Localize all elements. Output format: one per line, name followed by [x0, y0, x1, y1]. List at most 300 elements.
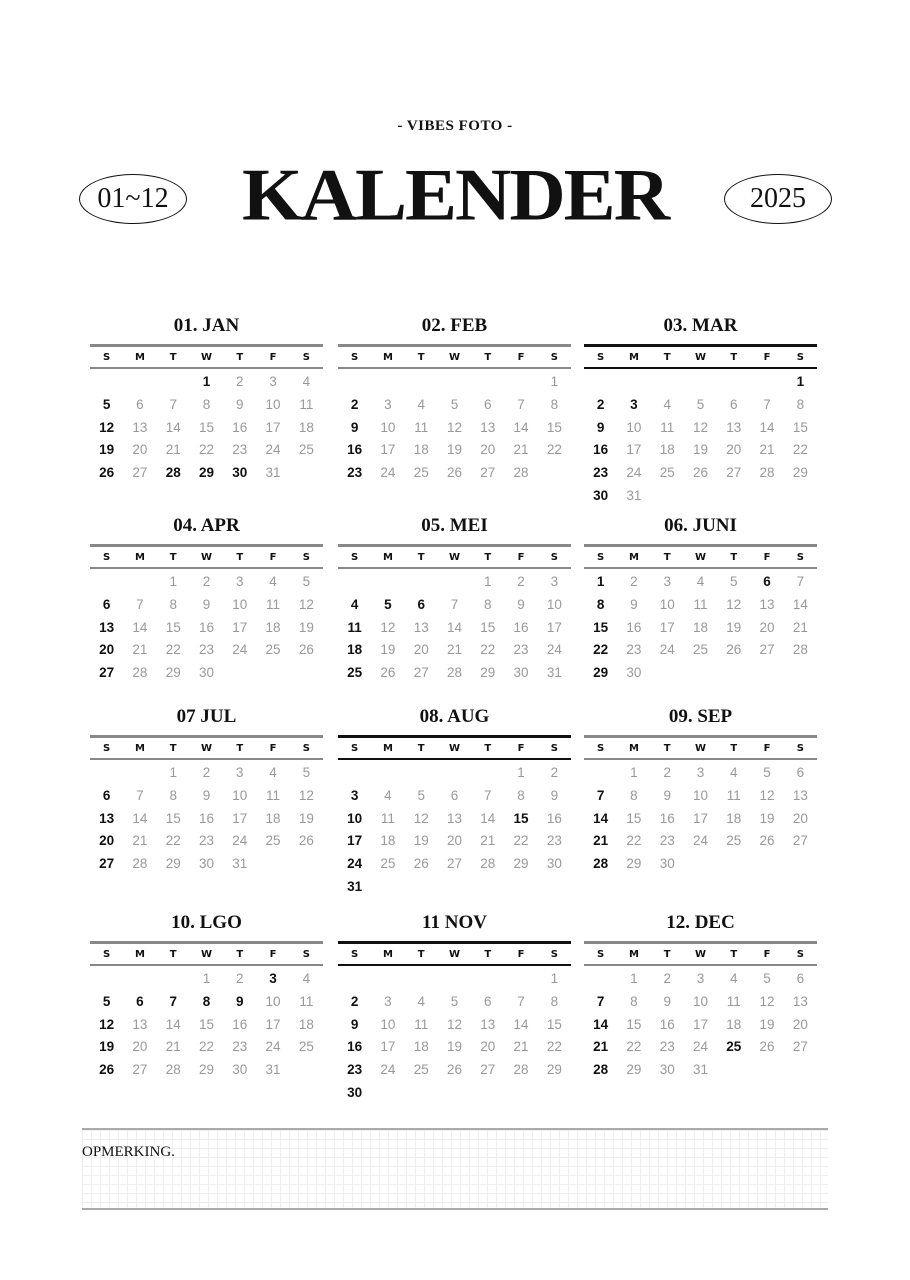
day-cell: 20: [759, 619, 775, 635]
day-cell: 4: [417, 993, 425, 1009]
weekday-label: F: [517, 351, 525, 363]
weekday-label: F: [763, 948, 771, 960]
weekday-label: T: [236, 351, 244, 363]
month-2: [338, 313, 571, 485]
day-cell: 22: [546, 442, 562, 458]
day-cell: 7: [796, 574, 805, 589]
day-cell: 10: [232, 596, 248, 612]
weekday-label: W: [448, 948, 460, 960]
day-grid: [584, 968, 817, 1082]
day-cell: 3: [236, 765, 244, 780]
day-cell: 25: [413, 1062, 429, 1078]
day-cell: 12: [298, 596, 314, 612]
day-cell: 1: [596, 574, 605, 589]
weekday-label: W: [694, 351, 706, 363]
day-cell: 7: [136, 787, 144, 803]
day-cell: 14: [513, 1016, 529, 1032]
day-cell: 23: [546, 833, 562, 849]
day-cell: 30: [593, 487, 609, 503]
day-cell: 25: [265, 833, 281, 849]
weekday-label: T: [236, 742, 244, 754]
day-cell: 21: [792, 619, 808, 635]
day-cell: 11: [266, 596, 281, 612]
weekday-label: S: [796, 551, 804, 563]
day-cell: 29: [626, 1062, 642, 1078]
day-cell: 4: [663, 396, 671, 412]
weekday-label: S: [103, 551, 111, 563]
day-cell: 5: [102, 993, 111, 1009]
weekday-label: W: [200, 948, 212, 960]
day-cell: 6: [136, 993, 144, 1009]
weekday-label: F: [763, 742, 771, 754]
weekday-label: W: [694, 551, 706, 563]
day-cell: 5: [763, 765, 771, 780]
day-cell: 14: [759, 419, 775, 435]
day-cell: 23: [232, 1039, 248, 1055]
month-title: 05. MEI: [421, 515, 488, 536]
day-cell: 19: [99, 442, 115, 458]
day-cell: 24: [380, 1062, 396, 1078]
weekday-label: S: [351, 351, 359, 363]
day-cell: 19: [759, 810, 775, 826]
day-cell: 19: [446, 1039, 462, 1055]
weekday-label: M: [134, 351, 145, 363]
day-cell: 25: [726, 833, 742, 849]
day-grid: [338, 571, 571, 685]
weekday-header: [90, 735, 323, 760]
weekday-label: S: [351, 742, 359, 754]
day-cell: 2: [517, 574, 525, 589]
empty-cell: [471, 762, 504, 785]
day-cell: 20: [99, 833, 115, 849]
day-cell: 14: [132, 810, 148, 826]
weekday-label: T: [730, 742, 738, 754]
day-cell: 8: [202, 396, 211, 412]
empty-cell: [157, 371, 190, 394]
weekday-label: M: [382, 551, 393, 563]
day-cell: 13: [446, 810, 462, 826]
day-cell: 6: [763, 574, 771, 589]
day-cell: 10: [380, 1016, 396, 1032]
day-cell: 4: [269, 765, 277, 780]
day-cell: 4: [384, 787, 392, 803]
weekday-label: T: [169, 551, 177, 563]
day-cell: 29: [546, 1062, 562, 1078]
weekday-label: W: [448, 351, 460, 363]
day-cell: 17: [380, 442, 396, 458]
month-3: [584, 313, 817, 508]
empty-cell: [584, 371, 617, 394]
day-cell: 3: [663, 574, 671, 589]
day-cell: 15: [513, 810, 529, 826]
empty-cell: [504, 968, 537, 991]
day-cell: 23: [513, 642, 529, 658]
empty-cell: [123, 371, 156, 394]
month-12: [584, 910, 817, 1082]
day-cell: 14: [593, 810, 609, 826]
day-cell: 24: [380, 465, 396, 481]
weekday-label: T: [730, 948, 738, 960]
day-cell: 12: [759, 993, 775, 1009]
weekday-label: W: [694, 742, 706, 754]
weekday-header: [584, 544, 817, 569]
day-grid: [338, 762, 571, 899]
day-cell: 9: [350, 419, 359, 435]
day-cell: 30: [659, 856, 675, 872]
day-cell: 27: [446, 856, 462, 872]
weekday-label: F: [763, 351, 771, 363]
day-cell: 19: [298, 619, 314, 635]
day-cell: 30: [232, 1062, 248, 1078]
weekday-label: F: [517, 551, 525, 563]
weekday-label: F: [269, 551, 277, 563]
empty-cell: [157, 968, 190, 991]
day-cell: 1: [550, 374, 559, 389]
day-cell: 12: [692, 419, 708, 435]
day-cell: 16: [626, 619, 642, 635]
empty-cell: [338, 571, 371, 594]
day-cell: 18: [413, 1039, 429, 1055]
day-cell: 3: [350, 787, 359, 803]
day-cell: 7: [517, 993, 525, 1009]
weekday-label: M: [628, 948, 639, 960]
day-cell: 21: [513, 1039, 529, 1055]
day-grid: [584, 371, 817, 508]
day-cell: 25: [265, 642, 281, 658]
day-cell: 2: [596, 396, 605, 412]
empty-cell: [338, 968, 371, 991]
weekday-label: S: [302, 948, 310, 960]
day-cell: 4: [350, 596, 359, 612]
empty-cell: [438, 571, 471, 594]
month-11: [338, 910, 571, 1105]
day-cell: 4: [730, 971, 738, 986]
day-cell: 21: [132, 833, 148, 849]
day-cell: 6: [730, 396, 738, 412]
weekday-label: M: [382, 742, 393, 754]
day-cell: 17: [546, 619, 562, 635]
weekday-label: S: [351, 551, 359, 563]
month-4: [90, 513, 323, 685]
day-cell: 6: [136, 396, 144, 412]
empty-cell: [123, 968, 156, 991]
day-cell: 2: [350, 396, 359, 412]
day-cell: 24: [232, 833, 248, 849]
day-cell: 6: [796, 765, 805, 780]
weekday-label: S: [103, 742, 111, 754]
weekday-label: M: [134, 551, 145, 563]
day-cell: 4: [696, 574, 705, 589]
day-cell: 1: [630, 971, 638, 986]
empty-cell: [750, 371, 783, 394]
day-cell: 29: [593, 665, 609, 681]
weekday-header: [584, 941, 817, 966]
day-cell: 25: [413, 465, 429, 481]
day-cell: 15: [792, 419, 808, 435]
day-cell: 27: [99, 665, 115, 681]
notes-area[interactable]: [82, 1128, 828, 1210]
day-cell: 24: [265, 442, 281, 458]
empty-cell: [90, 571, 123, 594]
day-cell: 3: [696, 971, 705, 986]
day-cell: 6: [796, 971, 805, 986]
day-cell: 13: [792, 993, 808, 1009]
day-cell: 10: [265, 396, 281, 412]
day-cell: 19: [726, 619, 742, 635]
day-cell: 12: [446, 419, 462, 435]
day-cell: 27: [99, 856, 115, 872]
day-cell: 8: [630, 993, 638, 1009]
day-cell: 31: [265, 465, 281, 481]
day-cell: 24: [347, 856, 363, 872]
day-cell: 20: [413, 642, 429, 658]
day-cell: 26: [298, 642, 314, 658]
weekday-label: S: [550, 351, 558, 363]
day-cell: 4: [302, 971, 311, 986]
day-cell: 26: [380, 665, 396, 681]
day-cell: 31: [546, 665, 562, 681]
day-cell: 31: [265, 1062, 281, 1078]
day-grid: [338, 371, 571, 485]
day-cell: 25: [298, 442, 314, 458]
day-cell: 1: [630, 765, 638, 780]
day-grid: [90, 371, 323, 485]
day-cell: 29: [198, 465, 214, 481]
day-cell: 20: [480, 442, 496, 458]
day-cell: 17: [265, 419, 281, 435]
day-cell: 26: [298, 833, 314, 849]
day-cell: 17: [265, 1016, 281, 1032]
month-10: [90, 910, 323, 1082]
day-cell: 9: [517, 596, 525, 612]
month-title: 11 NOV: [422, 912, 487, 933]
day-cell: 2: [236, 971, 244, 986]
month-1: [90, 313, 323, 485]
day-cell: 16: [232, 1016, 248, 1032]
weekday-label: S: [550, 948, 558, 960]
month-title: 09. SEP: [668, 706, 733, 727]
day-cell: 10: [692, 787, 708, 803]
day-cell: 22: [165, 642, 181, 658]
day-cell: 26: [759, 833, 775, 849]
day-cell: 29: [513, 856, 529, 872]
day-cell: 9: [202, 596, 211, 612]
day-cell: 11: [693, 596, 708, 612]
day-cell: 23: [626, 642, 642, 658]
empty-cell: [584, 762, 617, 785]
month-title: 08. AUG: [419, 706, 490, 727]
day-cell: 23: [593, 465, 609, 481]
day-cell: 5: [302, 574, 311, 589]
day-cell: 26: [446, 1062, 462, 1078]
day-cell: 16: [347, 442, 363, 458]
day-cell: 13: [99, 810, 115, 826]
weekday-label: T: [730, 551, 738, 563]
weekday-label: F: [269, 742, 277, 754]
day-grid: [584, 762, 817, 876]
day-cell: 14: [593, 1016, 609, 1032]
day-cell: 8: [484, 596, 492, 612]
day-cell: 22: [165, 833, 181, 849]
day-cell: 7: [169, 993, 177, 1009]
weekday-label: M: [134, 948, 145, 960]
month-title: 10. LGO: [171, 912, 242, 933]
day-cell: 30: [659, 1062, 675, 1078]
weekday-label: T: [417, 551, 425, 563]
day-cell: 31: [347, 878, 363, 894]
day-cell: 16: [513, 619, 529, 635]
weekday-label: W: [694, 948, 706, 960]
empty-cell: [717, 371, 750, 394]
month-title: 04. APR: [173, 515, 240, 536]
day-cell: 10: [659, 596, 675, 612]
day-grid: [90, 571, 323, 685]
weekday-label: S: [597, 742, 605, 754]
day-cell: 12: [446, 1016, 462, 1032]
day-cell: 3: [384, 396, 392, 412]
day-cell: 28: [513, 1062, 529, 1078]
weekday-label: S: [597, 948, 605, 960]
day-cell: 15: [165, 810, 181, 826]
day-cell: 1: [169, 765, 177, 780]
day-cell: 12: [759, 787, 775, 803]
day-cell: 30: [198, 856, 214, 872]
day-cell: 9: [350, 1016, 359, 1032]
day-cell: 25: [726, 1039, 742, 1055]
weekday-label: T: [484, 948, 492, 960]
day-cell: 22: [198, 442, 214, 458]
day-cell: 11: [414, 1016, 429, 1032]
weekday-label: F: [763, 551, 771, 563]
weekday-label: M: [382, 948, 393, 960]
day-cell: 31: [626, 487, 642, 503]
day-cell: 6: [102, 787, 111, 803]
day-cell: 22: [792, 442, 808, 458]
day-cell: 11: [414, 419, 429, 435]
day-cell: 4: [302, 374, 311, 389]
day-cell: 19: [298, 810, 314, 826]
day-cell: 22: [546, 1039, 562, 1055]
day-cell: 27: [413, 665, 429, 681]
day-cell: 10: [380, 419, 396, 435]
day-cell: 9: [630, 596, 638, 612]
day-cell: 20: [132, 442, 148, 458]
day-cell: 25: [347, 665, 363, 681]
day-cell: 12: [413, 810, 429, 826]
day-cell: 8: [796, 396, 805, 412]
day-cell: 15: [198, 419, 214, 435]
day-cell: 11: [660, 419, 675, 435]
page-title: KALENDER: [241, 153, 669, 236]
weekday-header: [338, 941, 571, 966]
day-cell: 18: [380, 833, 396, 849]
month-title: 01. JAN: [173, 315, 240, 336]
day-cell: 23: [659, 833, 675, 849]
day-cell: 31: [692, 1062, 708, 1078]
day-grid: [90, 762, 323, 876]
day-cell: 14: [792, 596, 808, 612]
empty-cell: [371, 968, 404, 991]
day-cell: 27: [759, 642, 775, 658]
day-cell: 3: [630, 396, 638, 412]
day-cell: 27: [480, 1062, 496, 1078]
day-cell: 15: [593, 619, 609, 635]
brand-label: - VIBES FOTO -: [397, 118, 513, 134]
empty-cell: [438, 371, 471, 394]
day-cell: 10: [692, 993, 708, 1009]
day-cell: 28: [759, 465, 775, 481]
weekday-label: S: [597, 351, 605, 363]
day-cell: 16: [659, 1016, 675, 1032]
day-cell: 26: [446, 465, 462, 481]
day-cell: 27: [792, 833, 808, 849]
day-cell: 2: [202, 574, 211, 589]
day-cell: 21: [593, 1039, 609, 1055]
day-cell: 8: [550, 993, 559, 1009]
weekday-label: T: [236, 551, 244, 563]
month-title: 03. MAR: [663, 315, 738, 336]
day-cell: 18: [298, 419, 314, 435]
weekday-label: F: [269, 948, 277, 960]
empty-cell: [405, 571, 438, 594]
weekday-header: [90, 344, 323, 369]
day-cell: 12: [726, 596, 742, 612]
empty-cell: [90, 762, 123, 785]
day-cell: 3: [696, 765, 705, 780]
day-cell: 2: [550, 765, 559, 780]
day-cell: 21: [513, 442, 529, 458]
weekday-label: S: [796, 742, 804, 754]
day-cell: 20: [792, 810, 808, 826]
day-cell: 17: [692, 810, 708, 826]
day-cell: 22: [626, 1039, 642, 1055]
day-cell: 6: [484, 396, 492, 412]
day-cell: 15: [546, 419, 562, 435]
empty-cell: [405, 968, 438, 991]
day-cell: 8: [169, 596, 177, 612]
weekday-label: S: [302, 742, 310, 754]
day-cell: 1: [796, 374, 805, 389]
weekday-label: T: [169, 351, 177, 363]
month-range-badge: 01~12: [79, 174, 187, 224]
weekday-header: [338, 735, 571, 760]
day-cell: 21: [759, 442, 775, 458]
day-cell: 13: [480, 1016, 496, 1032]
day-cell: 8: [630, 787, 638, 803]
day-cell: 19: [380, 642, 396, 658]
day-cell: 23: [198, 833, 214, 849]
empty-cell: [405, 762, 438, 785]
weekday-label: S: [302, 351, 310, 363]
day-cell: 25: [692, 642, 708, 658]
day-cell: 2: [663, 765, 671, 780]
day-cell: 3: [236, 574, 244, 589]
day-cell: 19: [99, 1039, 115, 1055]
day-cell: 13: [132, 1016, 148, 1032]
year-badge: 2025: [724, 174, 832, 224]
day-grid: [90, 968, 323, 1082]
weekday-label: W: [448, 742, 460, 754]
day-cell: 24: [546, 642, 562, 658]
day-cell: 13: [132, 419, 148, 435]
day-cell: 25: [380, 856, 396, 872]
day-cell: 19: [446, 442, 462, 458]
month-title: 02. FEB: [421, 315, 488, 336]
day-cell: 9: [236, 396, 244, 412]
day-cell: 10: [265, 993, 281, 1009]
notes-label: OPMERKING.: [82, 1144, 175, 1160]
day-cell: 7: [517, 396, 525, 412]
